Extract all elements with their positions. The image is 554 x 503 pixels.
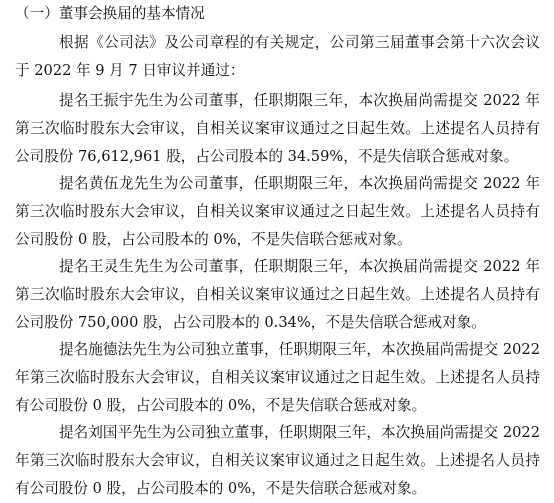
nominee-paragraph-wang-zhenyu: 提名王振宇先生为公司董事，任职期限三年，本次换届尚需提交 2022 年第三次临时股东大会审议，自相关议案审议通过之日起生效。上述提名人员持有公司股份 76,612,961 股，占公司股本的 34.59%，不是失信联合惩戒对象。 [15, 92, 540, 165]
nominee-paragraph-huang-wulong: 提名黄伍龙先生为公司董事，任职期限三年，本次换届尚需提交 2022 年第三次临时股东大会审议，自相关议案审议通过之日起生效。上述提名人员持有公司股份 0 股，占公司股本的 0%，不是失信联合惩戒对象。 [15, 175, 540, 248]
section-heading: （一）董事会换届的基本情况 [15, 5, 205, 22]
nominee-paragraph-liu-guoping: 提名刘国平先生为公司独立董事，任职期限三年，本次换届尚需提交 2022 年第三次临时股东大会审议，自相关议案审议通过之日起生效。上述提名人员持有公司股份 0 股，占公司股本的 0%，不是失信联合惩戒对象。 [15, 424, 540, 497]
nominee-paragraph-wang-lingsheng: 提名王灵生先生为公司董事，任职期限三年，本次换届尚需提交 2022 年第三次临时股东大会审议，自相关议案审议通过之日起生效。上述提名人员持有公司股份 750,000 股，占公司股本的 0.34%，不是失信联合惩戒对象。 [15, 258, 540, 331]
intro-paragraph: 根据《公司法》及公司章程的有关规定，公司第三届董事会第十六次会议 于 2022 年 9 月 7 日审议并通过： [15, 34, 540, 79]
nominee-paragraph-shi-defa: 提名施德法先生为公司独立董事，任职期限三年，本次换届尚需提交 2022 年第三次临时股东大会审议，自相关议案审议通过之日起生效。上述提名人员持有公司股份 0 股，占公司股本的 0%，不是失信联合惩戒对象。 [15, 341, 540, 414]
